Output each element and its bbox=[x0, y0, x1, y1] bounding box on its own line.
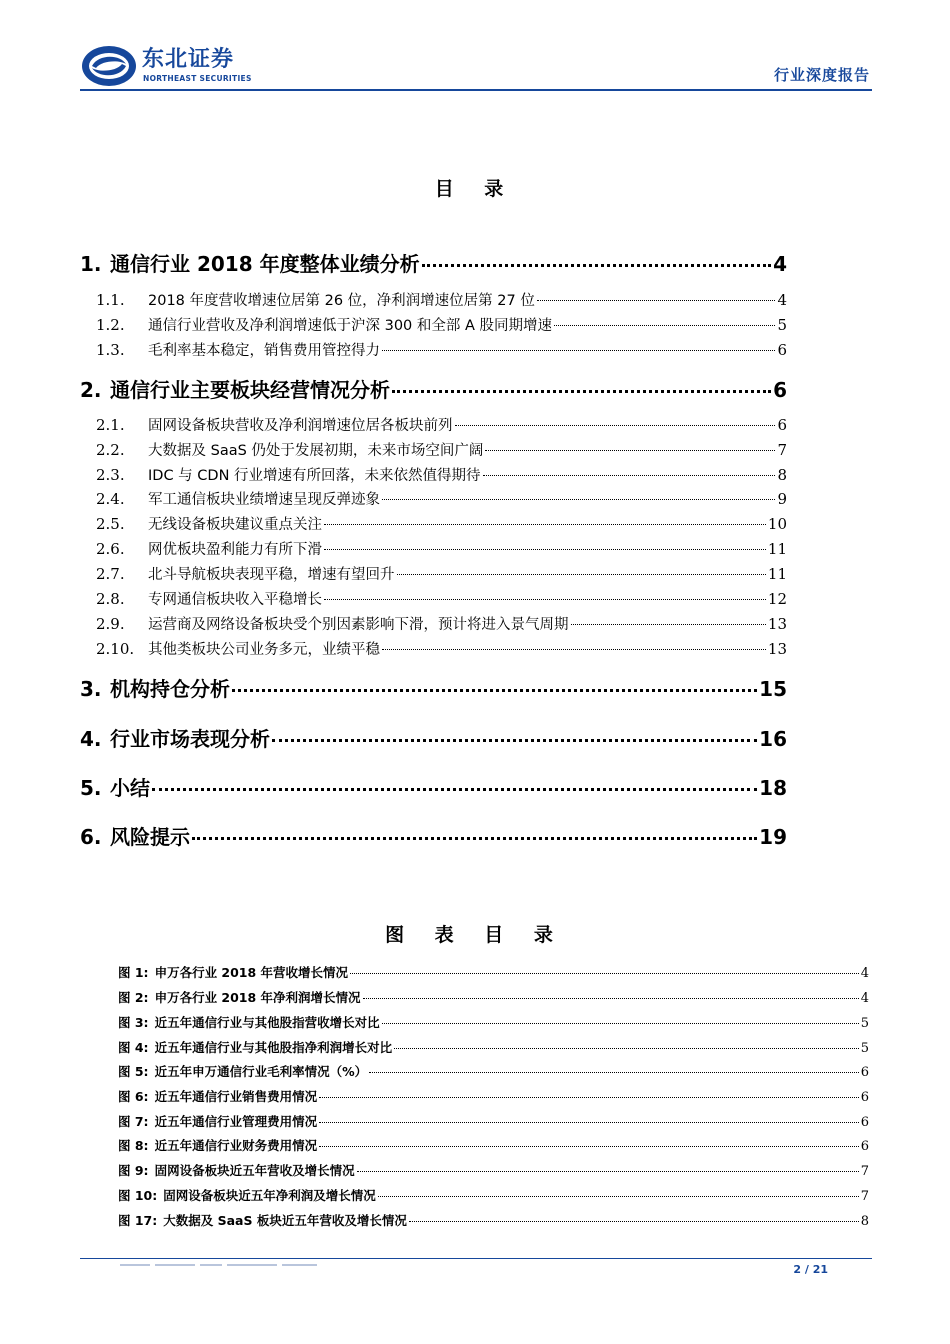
figure-title: 近五年通信行业销售费用情况 bbox=[154, 1089, 318, 1104]
toc-entry-title: 通信行业主要板块经营情况分析 bbox=[110, 378, 390, 402]
toc-entry-page: 12 bbox=[767, 590, 787, 608]
dot-leader bbox=[324, 599, 766, 600]
toc-entry-page: 6 bbox=[777, 416, 787, 434]
toc-entry-title: 运营商及网络设备板块受个别因素影响下滑，预计将进入景气周期 bbox=[148, 617, 569, 633]
dot-leader bbox=[409, 1221, 859, 1222]
dot-leader bbox=[537, 300, 776, 301]
toc-entry-number: 6. bbox=[80, 825, 102, 849]
figure-list-entry[interactable] bbox=[118, 963, 869, 981]
dot-leader bbox=[232, 689, 757, 692]
toc-entry-number: 5. bbox=[80, 776, 102, 800]
figure-page: 8 bbox=[860, 1214, 869, 1229]
dot-leader bbox=[397, 574, 766, 575]
toc-section-entry[interactable] bbox=[80, 374, 787, 403]
figure-list-entry[interactable] bbox=[118, 1087, 869, 1105]
toc-entry-title: 网优板块盈利能力有所下滑 bbox=[148, 542, 322, 558]
figure-page: 6 bbox=[860, 1065, 869, 1080]
figure-number: 图 2: bbox=[118, 990, 149, 1005]
toc-heading: 目 录 bbox=[434, 178, 516, 200]
toc-entry-title: 固网设备板块营收及净利润增速位居各板块前列 bbox=[148, 418, 453, 434]
figure-list-entry[interactable] bbox=[118, 1062, 869, 1080]
toc-entry-number: 2.10. bbox=[96, 640, 135, 658]
toc-entry-page: 10 bbox=[767, 515, 787, 533]
toc-subsection-entry[interactable] bbox=[80, 613, 787, 634]
toc-subsection-entry[interactable] bbox=[80, 464, 787, 485]
figure-list-entry[interactable] bbox=[118, 1013, 869, 1031]
figures-heading: 图 表 目 录 bbox=[385, 924, 565, 946]
page-header bbox=[80, 44, 872, 90]
toc-entry-title: 机构持仓分析 bbox=[110, 677, 230, 701]
figure-number: 图 10: bbox=[118, 1188, 158, 1203]
dot-leader bbox=[455, 425, 776, 426]
footer-faint-text bbox=[120, 1262, 340, 1268]
brand-name-en: NORTHEAST SECURITIES bbox=[143, 74, 252, 83]
dot-leader bbox=[319, 1122, 859, 1123]
figure-title: 固网设备板块近五年净利润及增长情况 bbox=[163, 1188, 376, 1203]
page-number: 2 / 21 bbox=[793, 1263, 828, 1276]
figure-page: 7 bbox=[860, 1164, 869, 1179]
toc-entry-page: 11 bbox=[767, 540, 787, 558]
dot-leader bbox=[382, 350, 775, 351]
toc-entry-number: 2.6. bbox=[96, 540, 125, 558]
dot-leader bbox=[319, 1097, 859, 1098]
toc-section-entry[interactable] bbox=[80, 723, 787, 752]
toc-entry-page: 4 bbox=[777, 291, 787, 309]
toc-entry-number: 1.1. bbox=[96, 291, 125, 309]
toc-entry-title: IDC 与 CDN 行业增速有所回落，未来依然值得期待 bbox=[148, 468, 481, 484]
figure-number: 图 4: bbox=[118, 1040, 149, 1055]
dot-leader bbox=[324, 524, 766, 525]
toc-section-entry[interactable] bbox=[80, 821, 787, 850]
toc-subsection-entry[interactable] bbox=[80, 488, 787, 509]
toc-entry-page: 16 bbox=[759, 727, 787, 751]
dot-leader bbox=[394, 1048, 859, 1049]
dot-leader bbox=[554, 325, 775, 326]
toc-entry-title: 其他类板块公司业务多元，业绩平稳 bbox=[148, 642, 380, 658]
dot-leader bbox=[319, 1146, 859, 1147]
figure-number: 图 7: bbox=[118, 1114, 149, 1129]
dot-leader bbox=[369, 1072, 859, 1073]
report-type-label: 行业深度报告 bbox=[773, 66, 870, 84]
toc-entry-page: 6 bbox=[773, 378, 787, 402]
dot-leader bbox=[392, 390, 771, 393]
figure-title: 申万各行业 2018 年净利润增长情况 bbox=[154, 990, 361, 1005]
toc-entry-page: 6 bbox=[777, 341, 787, 359]
figure-list-entry[interactable] bbox=[118, 1136, 869, 1154]
figure-number: 图 17: bbox=[118, 1213, 158, 1228]
toc-subsection-entry[interactable] bbox=[80, 414, 787, 435]
toc-entry-page: 7 bbox=[777, 441, 787, 459]
toc-entry-number: 1. bbox=[80, 252, 102, 276]
header-divider bbox=[80, 89, 872, 91]
figure-title: 近五年通信行业管理费用情况 bbox=[154, 1114, 318, 1129]
toc-subsection-entry[interactable] bbox=[80, 588, 787, 609]
toc-entry-title: 行业市场表现分析 bbox=[110, 727, 270, 751]
figure-list-entry[interactable] bbox=[118, 1112, 869, 1130]
dot-leader bbox=[382, 649, 766, 650]
figure-list-entry[interactable] bbox=[118, 1161, 869, 1179]
brand-name-cn: 东北证券 bbox=[142, 47, 235, 72]
toc-section-entry[interactable] bbox=[80, 772, 787, 801]
dot-leader bbox=[485, 450, 775, 451]
toc-entry-number: 2.4. bbox=[96, 490, 125, 508]
figure-title: 近五年申万通信行业毛利率情况（%） bbox=[154, 1064, 368, 1079]
toc-entry-number: 2.9. bbox=[96, 615, 125, 633]
northeast-securities-logo-icon bbox=[80, 44, 138, 88]
figure-title: 近五年通信行业与其他股指净利润增长对比 bbox=[154, 1040, 393, 1055]
figure-number: 图 8: bbox=[118, 1138, 149, 1153]
toc-subsection-entry[interactable] bbox=[80, 339, 787, 360]
footer-divider bbox=[80, 1258, 872, 1259]
dot-leader bbox=[422, 264, 771, 267]
toc-entry-page: 13 bbox=[767, 615, 787, 633]
toc-entry-page: 8 bbox=[777, 466, 787, 484]
toc-subsection-entry[interactable] bbox=[80, 439, 787, 460]
toc-entry-title: 通信行业 2018 年度整体业绩分析 bbox=[110, 252, 420, 276]
figure-page: 4 bbox=[860, 966, 869, 981]
dot-leader bbox=[192, 837, 757, 840]
figure-title: 大数据及 SaaS 板块近五年营收及增长情况 bbox=[163, 1213, 407, 1228]
dot-leader bbox=[363, 998, 859, 999]
toc-entry-number: 4. bbox=[80, 727, 102, 751]
toc-entry-number: 2.3. bbox=[96, 466, 125, 484]
dot-leader bbox=[382, 1023, 859, 1024]
toc-subsection-entry[interactable] bbox=[80, 638, 787, 659]
toc-subsection-entry[interactable] bbox=[80, 563, 787, 584]
toc-entry-number: 3. bbox=[80, 677, 102, 701]
dot-leader bbox=[357, 1171, 859, 1172]
figure-page: 5 bbox=[860, 1041, 869, 1056]
toc-entry-number: 2.8. bbox=[96, 590, 125, 608]
dot-leader bbox=[571, 624, 766, 625]
figure-list-entry[interactable] bbox=[118, 988, 869, 1006]
toc-entry-number: 2.7. bbox=[96, 565, 125, 583]
figure-number: 图 9: bbox=[118, 1163, 149, 1178]
toc-entry-title: 军工通信板块业绩增速呈现反弹迹象 bbox=[148, 492, 380, 508]
toc-section-entry[interactable] bbox=[80, 248, 787, 277]
figure-list-entry[interactable] bbox=[118, 1211, 869, 1229]
toc-entry-page: 18 bbox=[759, 776, 787, 800]
toc-subsection-entry[interactable] bbox=[80, 289, 787, 310]
figure-title: 近五年通信行业与其他股指营收增长对比 bbox=[154, 1015, 380, 1030]
figure-number: 图 6: bbox=[118, 1089, 149, 1104]
toc-entry-page: 5 bbox=[777, 316, 787, 334]
toc-entry-number: 1.2. bbox=[96, 316, 125, 334]
toc-entry-page: 9 bbox=[777, 490, 787, 508]
toc-entry-title: 北斗导航板块表现平稳，增速有望回升 bbox=[148, 567, 395, 583]
toc-entry-page: 4 bbox=[773, 252, 787, 276]
toc-entry-number: 2.5. bbox=[96, 515, 125, 533]
figure-page: 7 bbox=[860, 1189, 869, 1204]
toc-entry-page: 19 bbox=[759, 825, 787, 849]
dot-leader bbox=[324, 549, 766, 550]
dot-leader bbox=[378, 1196, 859, 1197]
figure-page: 6 bbox=[860, 1090, 869, 1105]
toc-entry-title: 通信行业营收及净利润增速低于沪深 300 和全部 A 股同期增速 bbox=[148, 318, 553, 334]
toc-entry-title: 专网通信板块收入平稳增长 bbox=[148, 592, 322, 608]
dot-leader bbox=[152, 788, 757, 791]
toc-entry-page: 11 bbox=[767, 565, 787, 583]
toc-entry-page: 15 bbox=[759, 677, 787, 701]
figure-list-entry[interactable] bbox=[118, 1038, 869, 1056]
figure-page: 4 bbox=[860, 991, 869, 1006]
toc-subsection-entry[interactable] bbox=[80, 513, 787, 534]
toc-entry-title: 毛利率基本稳定，销售费用管控得力 bbox=[148, 343, 380, 359]
toc-subsection-entry[interactable] bbox=[80, 538, 787, 559]
dot-leader bbox=[483, 475, 776, 476]
toc-entry-title: 2018 年度营收增速位居第 26 位，净利润增速位居第 27 位 bbox=[148, 293, 535, 309]
toc-subsection-entry[interactable] bbox=[80, 314, 787, 335]
figure-title: 固网设备板块近五年营收及增长情况 bbox=[154, 1163, 355, 1178]
figure-page: 6 bbox=[860, 1115, 869, 1130]
figure-title: 申万各行业 2018 年营收增长情况 bbox=[154, 965, 349, 980]
toc-entry-number: 2.2. bbox=[96, 441, 125, 459]
toc-entry-number: 2.1. bbox=[96, 416, 125, 434]
toc-section-entry[interactable] bbox=[80, 673, 787, 702]
dot-leader bbox=[350, 973, 859, 974]
toc-entry-number: 2. bbox=[80, 378, 102, 402]
toc-entry-title: 风险提示 bbox=[110, 825, 190, 849]
figure-number: 图 1: bbox=[118, 965, 149, 980]
toc-entry-number: 1.3. bbox=[96, 341, 125, 359]
figure-number: 图 5: bbox=[118, 1064, 149, 1079]
figure-page: 6 bbox=[860, 1139, 869, 1154]
figure-number: 图 3: bbox=[118, 1015, 149, 1030]
figure-list-entry[interactable] bbox=[118, 1186, 869, 1204]
figure-page: 5 bbox=[860, 1016, 869, 1031]
toc-entry-title: 小结 bbox=[110, 776, 150, 800]
toc-entry-title: 无线设备板块建议重点关注 bbox=[148, 517, 322, 533]
figure-title: 近五年通信行业财务费用情况 bbox=[154, 1138, 318, 1153]
dot-leader bbox=[382, 499, 775, 500]
toc-entry-title: 大数据及 SaaS 仍处于发展初期，未来市场空间广阔 bbox=[148, 443, 484, 459]
dot-leader bbox=[272, 739, 757, 742]
toc-entry-page: 13 bbox=[767, 640, 787, 658]
